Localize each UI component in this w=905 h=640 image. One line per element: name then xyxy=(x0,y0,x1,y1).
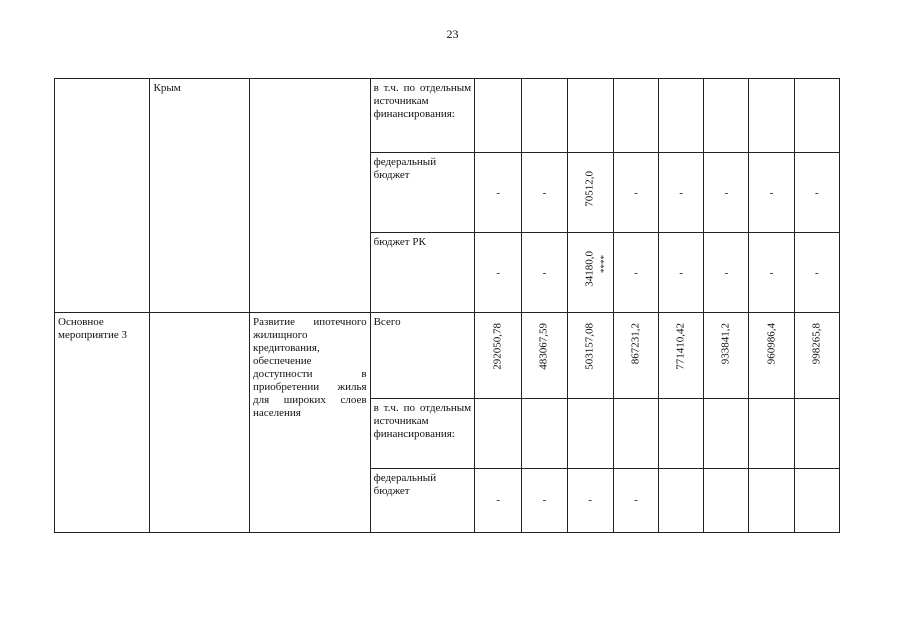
value-cell xyxy=(522,233,567,313)
value-cell xyxy=(794,79,839,153)
value-dash: - xyxy=(634,494,638,506)
value-cell xyxy=(749,233,794,313)
empty-cell xyxy=(55,79,150,313)
source-sublabel: в т.ч. по отдельным источникам финансирования: xyxy=(370,79,475,153)
value-cell xyxy=(749,313,794,399)
page-number: 23 xyxy=(446,27,459,41)
region-cell: Крым xyxy=(150,79,250,313)
value-cell xyxy=(522,153,567,233)
value-cell xyxy=(749,153,794,233)
value-dash: - xyxy=(724,187,729,199)
source-label: федеральный бюджет xyxy=(370,469,475,533)
value-cell xyxy=(522,79,567,153)
value-dash: - xyxy=(542,187,547,199)
value-cell xyxy=(659,153,704,233)
value-cell xyxy=(659,399,704,469)
value-cell xyxy=(522,313,567,399)
budget-table xyxy=(54,78,840,533)
value-dash: - xyxy=(542,494,547,506)
value-text: 998265,8 xyxy=(810,323,823,365)
footnote-marker: **** xyxy=(599,255,610,273)
value-cell xyxy=(613,313,658,399)
value-cell xyxy=(704,79,749,153)
value-cell xyxy=(567,79,613,153)
value-cell xyxy=(704,233,749,313)
value-cell xyxy=(794,153,839,233)
value-cell xyxy=(704,469,749,533)
value-cell xyxy=(659,469,704,533)
value-text: 771410,42 xyxy=(674,323,687,370)
event-label-cell: Основное мероприятие 3 xyxy=(55,313,150,533)
value-text: 960986,4 xyxy=(765,323,778,365)
value-cell xyxy=(704,153,749,233)
value-cell xyxy=(475,313,522,399)
value-dash: - xyxy=(679,267,683,279)
value-cell xyxy=(704,313,749,399)
value-cell xyxy=(567,399,613,469)
value-cell xyxy=(613,79,658,153)
value-cell xyxy=(749,79,794,153)
value-cell xyxy=(567,469,613,533)
value-cell xyxy=(613,399,658,469)
value-cell xyxy=(475,79,522,153)
value-text: 933841,2 xyxy=(719,323,732,365)
value-cell xyxy=(659,313,704,399)
value-cell xyxy=(613,153,658,233)
value-dash: - xyxy=(634,267,638,279)
value-cell xyxy=(794,469,839,533)
value-cell xyxy=(613,233,658,313)
value-dash: - xyxy=(679,187,683,199)
value-cell xyxy=(794,399,839,469)
value-cell xyxy=(704,399,749,469)
value-cell xyxy=(475,233,522,313)
source-label: федеральный бюджет xyxy=(370,153,475,233)
value-cell xyxy=(794,313,839,399)
source-label: бюджет РК xyxy=(370,233,475,313)
value-cell xyxy=(475,469,522,533)
value-cell xyxy=(659,233,704,313)
value-text: 70512,0 xyxy=(583,171,596,207)
event-description-cell: Развитие ипотечного жилищного кредитования, обеспечение доступности в приобретении жилья для широких слоев населения xyxy=(249,313,370,533)
value-cell xyxy=(475,399,522,469)
value-dash: - xyxy=(496,267,501,279)
table-row xyxy=(55,313,840,399)
value-cell xyxy=(567,233,613,313)
value-cell xyxy=(749,399,794,469)
value-dash: - xyxy=(634,187,638,199)
value-text: 503157,08 xyxy=(583,323,596,370)
empty-cell xyxy=(249,79,370,313)
value-text: 483067,59 xyxy=(537,323,550,370)
value-cell xyxy=(567,153,613,233)
value-dash: - xyxy=(496,494,501,506)
value-dash: - xyxy=(496,187,501,199)
value-dash: - xyxy=(815,187,819,199)
value-cell xyxy=(522,469,567,533)
value-dash: - xyxy=(769,187,774,199)
value-dash: - xyxy=(769,267,774,279)
table-row xyxy=(55,79,840,153)
value-text: 34180,0 xyxy=(583,251,596,287)
value-cell xyxy=(522,399,567,469)
value-dash: - xyxy=(724,267,729,279)
value-cell xyxy=(659,79,704,153)
value-cell xyxy=(794,233,839,313)
value-cell xyxy=(749,469,794,533)
value-cell xyxy=(567,313,613,399)
value-dash: - xyxy=(815,267,819,279)
source-sublabel: в т.ч. по отдельным источникам финансирования: xyxy=(370,399,475,469)
value-text: 292050,78 xyxy=(491,323,504,370)
empty-cell xyxy=(150,313,250,533)
total-label: Всего xyxy=(370,313,475,399)
value-dash: - xyxy=(588,494,593,506)
value-text: 867231,2 xyxy=(629,323,642,365)
value-cell xyxy=(475,153,522,233)
value-dash: - xyxy=(542,267,547,279)
value-cell xyxy=(613,469,658,533)
